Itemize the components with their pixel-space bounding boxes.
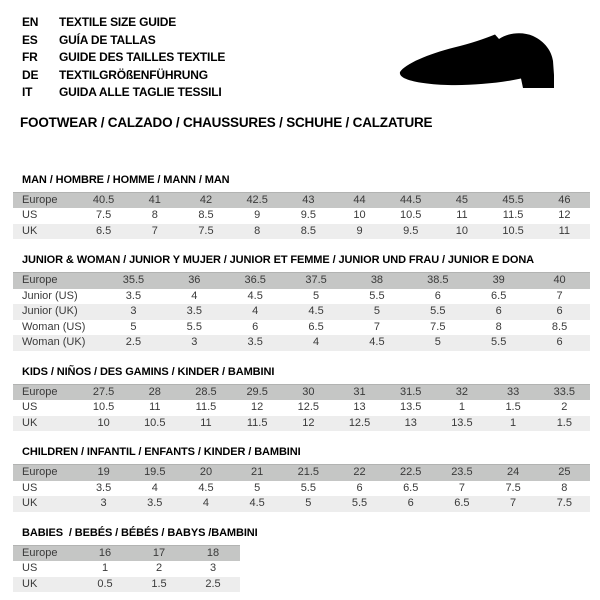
size-cell: 5.5 (186, 320, 202, 333)
size-cell: 28.5 (180, 384, 231, 400)
size-cell: 18 (186, 545, 240, 561)
size-cell: 5 (407, 335, 468, 351)
size-cell: 3 (103, 304, 164, 320)
size-cell: 11.5 (502, 209, 524, 221)
size-cell: 8 (232, 224, 283, 240)
row-label: Junior (UK) (13, 304, 103, 320)
size-cell: 42 (180, 192, 231, 208)
row-label: Woman (UK) (13, 335, 103, 351)
row-label: Woman (US) (22, 320, 86, 333)
language-label: GUIDA ALLE TAGLIE TESSILI (59, 85, 222, 99)
language-label: TEXTILE SIZE GUIDE (59, 15, 177, 29)
size-cell: 11 (180, 416, 231, 432)
size-cell: 7 (488, 496, 539, 512)
language-label: TEXTILGRÖßENFÜHRUNG (59, 67, 208, 82)
size-cell: 8 (151, 209, 158, 221)
size-cell: 4.5 (198, 481, 214, 494)
size-cell: 8.5 (198, 209, 214, 221)
table-row (13, 496, 590, 512)
row-label: Europe (13, 545, 78, 561)
size-cell: 10.5 (488, 224, 539, 240)
size-cell: 30 (283, 384, 334, 400)
size-cell: 1 (488, 416, 539, 432)
language-label: GUÍA DE TALLAS (59, 32, 156, 47)
size-cell: 1 (458, 401, 465, 413)
size-cell: 13.5 (400, 401, 422, 413)
size-cell: 5.5 (300, 481, 316, 494)
size-cell: 1.5 (539, 416, 590, 432)
language-code: IT (22, 85, 33, 99)
table-row (13, 224, 590, 240)
size-cell: 36.5 (225, 273, 286, 289)
size-cell: 35.5 (103, 273, 164, 289)
size-cell: 6 (252, 320, 259, 333)
size-cell: 4.5 (286, 304, 347, 320)
size-cell: 12 (283, 416, 334, 432)
size-table-man (13, 192, 590, 240)
size-cell: 24 (488, 465, 539, 481)
size-cell: 10 (78, 416, 129, 432)
size-cell: 0.5 (78, 577, 132, 593)
size-cell: 31 (334, 384, 385, 400)
size-cell: 6.5 (78, 224, 129, 240)
language-code: ES (22, 32, 38, 47)
table-row (13, 465, 590, 481)
size-cell: 9.5 (385, 224, 436, 240)
table-row (13, 384, 590, 400)
row-label: UK (13, 224, 78, 240)
size-cell: 7.5 (95, 209, 112, 221)
size-cell: 6 (434, 289, 441, 302)
size-cell: 19.5 (129, 465, 180, 481)
size-cell: 45.5 (488, 192, 539, 208)
row-label: UK (13, 416, 78, 432)
size-cell: 19 (78, 465, 129, 481)
table-row (13, 320, 590, 336)
row-label: Europe (13, 384, 78, 400)
size-cell: 5.5 (334, 496, 385, 512)
size-cell: 12.5 (297, 401, 320, 413)
size-cell: 3 (164, 335, 225, 351)
size-cell: 11 (149, 401, 161, 413)
size-cell: 28 (129, 384, 180, 400)
size-cell: 9 (254, 209, 261, 221)
language-code: EN (22, 15, 39, 29)
size-cell: 22 (334, 465, 385, 481)
size-cell: 7.5 (539, 496, 590, 512)
size-cell: 31.5 (385, 384, 436, 400)
size-cell: 4 (225, 304, 286, 320)
size-cell: 45 (436, 192, 487, 208)
size-cell: 11.5 (195, 401, 217, 413)
size-cell: 5 (283, 496, 334, 512)
size-cell: 36 (164, 273, 225, 289)
table-row (13, 192, 590, 208)
size-cell: 40.5 (78, 192, 129, 208)
size-cell: 46 (539, 192, 590, 208)
size-section-babies (0, 527, 600, 593)
size-cell: 7 (373, 320, 380, 333)
size-cell: 6.5 (403, 481, 419, 494)
row-label: UK (13, 496, 78, 512)
size-cell: 8.5 (283, 224, 334, 240)
size-cell: 40 (529, 273, 590, 289)
size-cell: 7 (556, 289, 563, 302)
language-code: DE (22, 67, 39, 82)
size-table-junior-woman (13, 272, 590, 351)
row-label: Europe (13, 273, 103, 289)
size-cell: 6.5 (436, 496, 487, 512)
size-cell: 3.5 (125, 289, 142, 302)
size-cell: 4 (151, 481, 158, 494)
size-cell: 12 (558, 209, 571, 221)
size-cell: 17 (132, 545, 186, 561)
size-table-kids (13, 384, 590, 432)
size-cell: 41 (129, 192, 180, 208)
size-cell: 4 (191, 289, 198, 302)
row-label: UK (13, 577, 78, 593)
row-label: Europe (13, 192, 78, 208)
size-cell: 7.5 (180, 224, 231, 240)
size-cell: 3.5 (129, 496, 180, 512)
size-cell: 5 (130, 320, 137, 333)
size-cell: 23.5 (436, 465, 487, 481)
size-cell: 27.5 (78, 384, 129, 400)
size-cell: 37.5 (286, 273, 347, 289)
size-cell: 5.5 (369, 289, 385, 302)
section-title: KIDS / NIÑOS / DES GAMINS / KINDER / BAMBINI (22, 365, 275, 378)
size-tables (0, 174, 600, 593)
size-cell: 8.5 (551, 320, 568, 333)
size-cell: 2 (561, 401, 568, 413)
size-cell: 5 (313, 289, 320, 302)
table-row (13, 577, 240, 593)
size-cell: 8 (495, 320, 502, 333)
section-title: BABIES / BEBÉS / BÉBÉS / BABYS /BAMBINI (22, 526, 258, 539)
size-cell: 21.5 (283, 465, 334, 481)
size-cell: 13 (385, 416, 436, 432)
size-cell: 3 (209, 562, 217, 574)
size-cell: 33 (488, 384, 539, 400)
size-cell: 10.5 (129, 416, 180, 432)
size-section-kids (0, 366, 600, 432)
size-cell: 21 (232, 465, 283, 481)
size-cell: 13 (353, 401, 366, 413)
size-cell: 10.5 (92, 401, 115, 413)
size-cell: 44 (334, 192, 385, 208)
size-cell: 9 (334, 224, 385, 240)
size-cell: 12 (251, 401, 264, 413)
size-cell: 6 (385, 496, 436, 512)
section-title: JUNIOR & WOMAN / JUNIOR Y MUJER / JUNIOR ET FEMME / JUNIOR UND FRAU / JUNIOR E DONA (22, 254, 535, 266)
size-cell: 42.5 (232, 192, 283, 208)
size-cell: 1.5 (132, 577, 186, 593)
table-row (13, 400, 590, 416)
row-label: US (22, 481, 38, 494)
size-cell: 5 (254, 481, 261, 494)
size-cell: 6 (468, 304, 529, 320)
size-table-children (13, 464, 590, 512)
size-cell: 7.5 (505, 481, 521, 494)
size-cell: 12.5 (334, 416, 385, 432)
size-cell: 6 (529, 335, 590, 351)
row-label: Junior (US) (22, 289, 78, 302)
table-row (13, 304, 590, 320)
size-section-children (0, 446, 600, 512)
size-cell: 29.5 (232, 384, 283, 400)
row-label: US (22, 209, 38, 221)
size-cell: 2.5 (186, 577, 240, 593)
row-label: US (22, 562, 38, 574)
size-cell: 11 (456, 209, 468, 221)
size-cell: 4.5 (247, 289, 263, 302)
size-cell: 32 (436, 384, 487, 400)
size-cell: 7 (129, 224, 180, 240)
size-section-man (0, 174, 600, 240)
size-cell: 38 (347, 273, 408, 289)
size-cell: 5.5 (407, 304, 468, 320)
table-row (13, 289, 590, 305)
size-cell: 6.5 (491, 289, 507, 302)
size-cell: 6.5 (308, 320, 324, 333)
size-cell: 3.5 (95, 481, 112, 494)
language-row (22, 14, 600, 32)
language-code: FR (22, 50, 38, 64)
size-cell: 4 (286, 335, 347, 351)
table-row (13, 481, 590, 497)
section-title: CHILDREN / INFANTIL / ENFANTS / KINDER / BAMBINI (22, 446, 301, 458)
size-cell: 1.5 (505, 401, 521, 413)
category-heading: FOOTWEAR / CALZADO / CHAUSSURES / SCHUHE / CALZATURE (20, 114, 433, 130)
size-cell: 16 (78, 545, 132, 561)
row-label: US (22, 401, 38, 413)
size-cell: 6 (356, 481, 363, 494)
size-cell: 11.5 (232, 416, 283, 432)
size-cell: 3 (78, 496, 129, 512)
size-table-babies (13, 545, 240, 593)
size-cell: 4.5 (347, 335, 408, 351)
size-cell: 3.5 (225, 335, 286, 351)
size-cell: 44.5 (385, 192, 436, 208)
size-cell: 33.5 (539, 384, 590, 400)
size-cell: 25 (539, 465, 590, 481)
size-cell: 4 (180, 496, 231, 512)
size-cell: 5 (347, 304, 408, 320)
size-section-junior-woman (0, 254, 600, 351)
size-cell: 2 (155, 562, 163, 574)
size-cell: 11 (539, 224, 590, 240)
shoe-icon (396, 31, 574, 93)
table-row (13, 416, 590, 432)
size-cell: 10 (436, 224, 487, 240)
size-cell: 20 (180, 465, 231, 481)
size-cell: 6 (529, 304, 590, 320)
size-cell: 7.5 (430, 320, 446, 333)
size-cell: 9.5 (300, 209, 316, 221)
size-cell: 3.5 (164, 304, 225, 320)
size-cell: 7 (458, 481, 465, 494)
size-cell: 39 (468, 273, 529, 289)
size-cell: 10.5 (400, 209, 422, 221)
section-title: MAN / HOMBRE / HOMME / MANN / MAN (22, 173, 230, 186)
size-cell: 43 (283, 192, 334, 208)
table-row (13, 545, 240, 561)
size-cell: 2.5 (103, 335, 164, 351)
table-row (13, 208, 590, 224)
size-cell: 22.5 (385, 465, 436, 481)
size-cell: 4.5 (232, 496, 283, 512)
size-cell: 8 (561, 481, 568, 494)
row-label: Europe (13, 465, 78, 481)
size-cell: 13.5 (436, 416, 487, 432)
table-row (13, 561, 240, 577)
size-cell: 10 (353, 209, 366, 221)
size-cell: 5.5 (468, 335, 529, 351)
table-row (13, 273, 590, 289)
size-cell: 38.5 (407, 273, 468, 289)
size-cell: 1 (101, 562, 109, 574)
language-label: GUIDE DES TAILLES TEXTILE (59, 50, 226, 64)
table-row (13, 335, 590, 351)
